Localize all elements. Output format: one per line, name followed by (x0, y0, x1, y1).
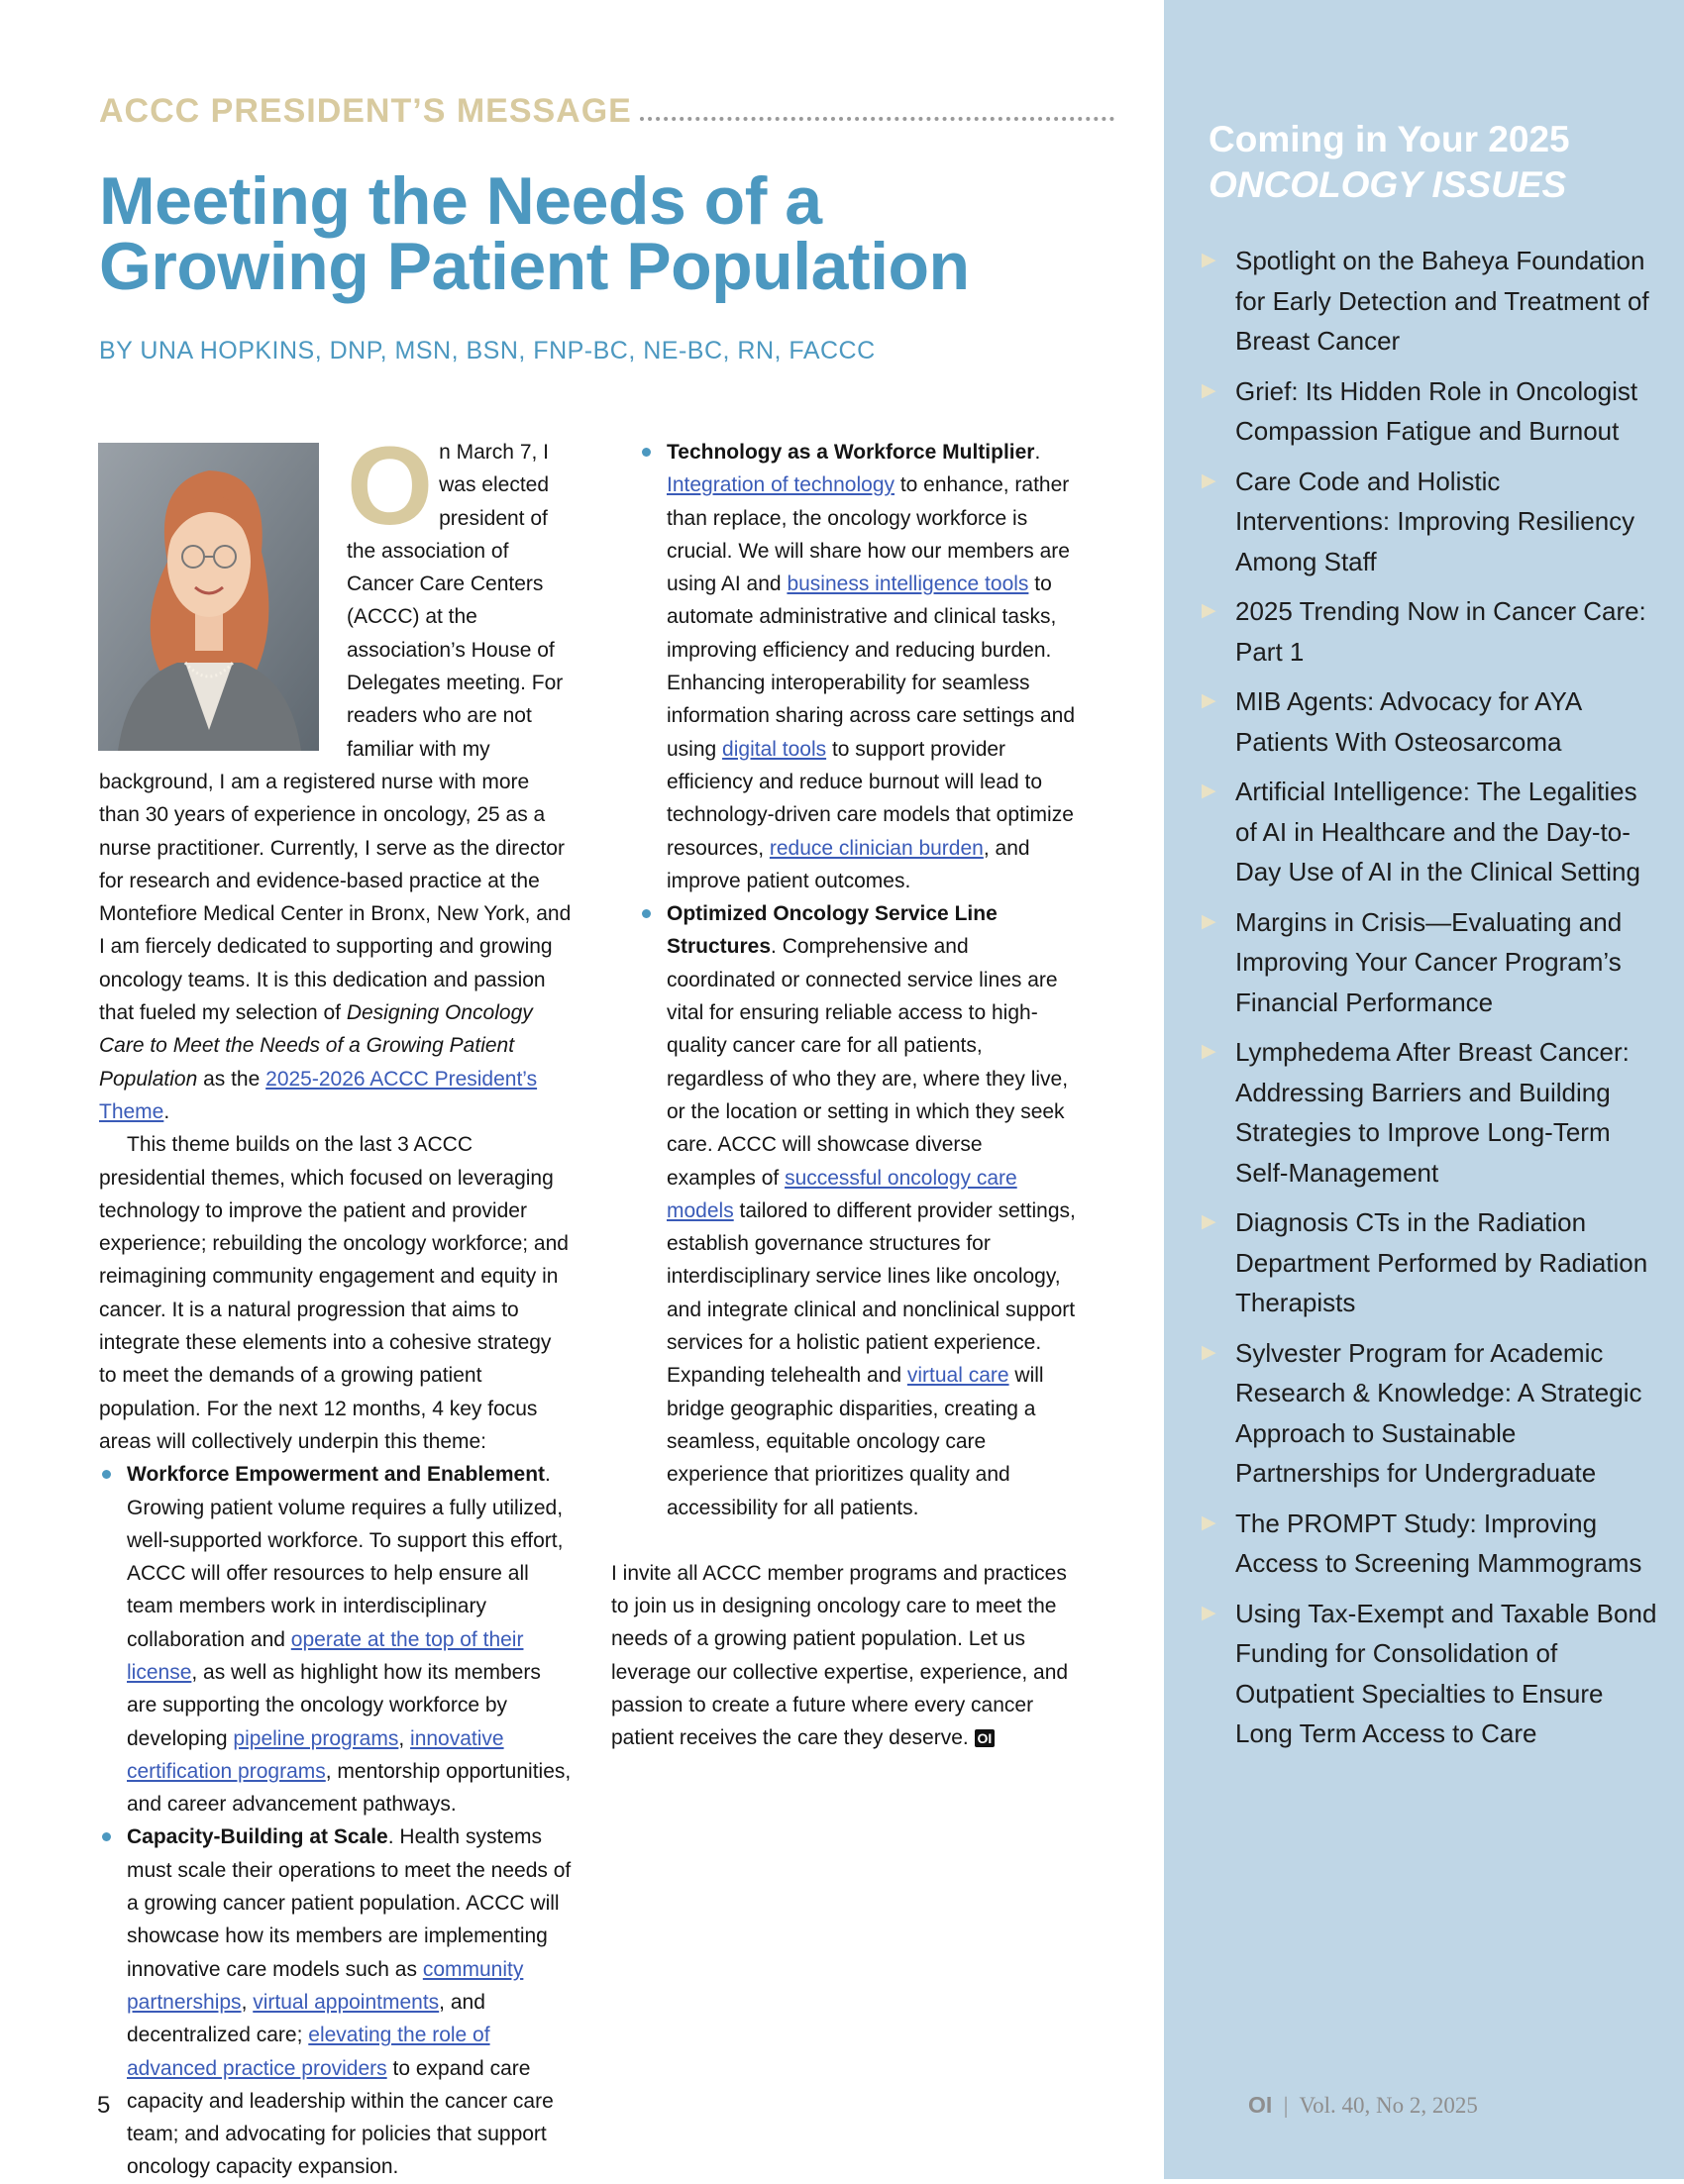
article-column-2 (611, 436, 1077, 1755)
list-text: , (241, 1990, 254, 2014)
list-text: , mentorship opportunities, and career advancement pathways. (127, 1759, 572, 1817)
link-integration-technology[interactable]: Integration of technology (667, 473, 895, 497)
list-text: . Growing patient volume requires a fully utilized, well-supported workforce. To support this effort, ACCC will offer resources to help ensure all team members work in interdisciplinary collaboration and (127, 1463, 564, 1651)
topic-title: Spotlight on the Baheya Foundation for Early Detection and Treatment of Breast Cancer (1235, 246, 1649, 356)
issue-footer (1248, 2092, 1478, 2119)
paragraph-closing (611, 1557, 1077, 1755)
focus-area-heading: Technology as a Workforce Multiplier (667, 441, 1035, 464)
link-community-partnerships[interactable]: community partnerships (127, 1957, 524, 2014)
topic-title: Lymphedema After Breast Cancer: Addressing Barriers and Building Strategies to Improve Long-Term Self-Management (1235, 1037, 1630, 1188)
triangle-bullet-icon: ▶ (1202, 1341, 1216, 1363)
list-item (1202, 1333, 1657, 1494)
topic-title: Artificial Intelligence: The Legalities of AI in Healthcare and the Day-to-Day Use of AI in the Clinical Setting (1235, 777, 1640, 886)
article-title: Meeting the Needs of a Growing Patient Population (99, 163, 970, 304)
triangle-bullet-icon: ▶ (1202, 1041, 1216, 1062)
list-item-service-lines (639, 897, 1077, 1524)
photo-spacer (99, 436, 347, 757)
drop-cap: O (347, 424, 434, 548)
sidebar-upcoming-issues (1164, 0, 1684, 2179)
list-item (1202, 902, 1657, 1023)
section-kicker-row (99, 91, 1114, 131)
section-kicker: ACCC PRESIDENT’S MESSAGE (99, 91, 632, 130)
intro-text-2: as the (197, 1067, 266, 1091)
focus-area-list (99, 1458, 573, 2184)
sidebar-title (1209, 117, 1570, 208)
link-care-models[interactable]: successful oncology care models (667, 1166, 1017, 1222)
topic-title: The PROMPT Study: Improving Access to Screening Mammograms (1235, 1508, 1642, 1578)
list-text: to expand care capacity and leadership within the cancer care team; and advocating for policies that support oncology capacity expansion. (127, 2056, 554, 2179)
triangle-bullet-icon: ▶ (1202, 910, 1216, 932)
list-text: , and improve patient outcomes. (667, 836, 1030, 892)
link-clinician-burden[interactable]: reduce clinician burden (769, 836, 984, 860)
list-item (1202, 371, 1657, 452)
list-text: . (1034, 441, 1041, 464)
triangle-bullet-icon: ▶ (1202, 780, 1216, 801)
triangle-bullet-icon: ▶ (1202, 1602, 1216, 1623)
list-text: , as well as highlight how its members are supporting the oncology workforce by developing (127, 1660, 541, 1750)
theme-name: Designing Oncology Care to Meet the Needs of a Growing Patient Population (99, 1001, 533, 1091)
triangle-bullet-icon: ▶ (1202, 250, 1216, 270)
link-president-theme[interactable]: 2025-2026 ACCC President’s Theme (99, 1067, 538, 1123)
triangle-bullet-icon: ▶ (1202, 469, 1216, 491)
focus-area-list-continued (639, 436, 1077, 1524)
list-item (1202, 1504, 1657, 1584)
list-text: to support provider efficiency and reduce burnout will lead to technology-driven care models that optimize resources, (667, 737, 1074, 860)
list-text: . Comprehensive and coordinated or connected service lines are vital for ensuring reliable access to high-quality cancer care for all patients, regardless of who they are, where they live, or the location or setting in which they seek care. ACCC will showcase diverse examples of (667, 935, 1069, 1190)
intro-text: n March 7, I was elected president of the association of Cancer Care Centers (ACCC) at the association’s House of Delegates meeting. For readers who are not familiar with my background, I am a registered nurse with more than 30 years of experience in oncology, 25 as a nurse practitioner. Currently, I serve as the director for research and evidence-based practice at the Montefiore Medical Center in Bronx, New York, and I am fiercely dedicated to supporting and growing oncology teams. It is this dedication and passion that fueled my selection of (99, 441, 572, 1025)
footer-separator: | (1283, 2093, 1289, 2118)
page-number: 5 (97, 2092, 111, 2119)
link-digital-tools[interactable]: digital tools (722, 737, 827, 761)
list-item (1202, 591, 1657, 672)
link-virtual-appointments[interactable]: virtual appointments (253, 1990, 440, 2014)
list-text: tailored to different provider settings, establish governance structures for interdisciplinary service lines like oncology, and integrate clinical and nonclinical support services for a holistic patient experience. Expanding telehealth and (667, 1198, 1076, 1388)
list-text: to enhance, rather than replace, the oncology workforce is crucial. We will share how our members are using AI and (667, 473, 1070, 596)
triangle-bullet-icon: ▶ (1202, 379, 1216, 401)
link-certification-programs[interactable]: innovative certification programs (127, 1726, 504, 1783)
focus-area-heading: Capacity-Building at Scale (127, 1825, 388, 1849)
upcoming-topics-list (1202, 241, 1657, 1764)
topic-title: Grief: Its Hidden Role in Oncologist Compassion Fatigue and Burnout (1235, 375, 1638, 446)
link-advanced-practice[interactable]: elevating the role of advanced practice providers (127, 2024, 490, 2080)
list-item-capacity (99, 1820, 573, 2183)
list-text: will bridge geographic disparities, creating a seamless, equitable oncology care experience that prioritizes quality and accessibility for all patients. (667, 1364, 1044, 1519)
focus-area-heading: Optimized Oncology Service Line Structures (667, 902, 998, 959)
list-text: , and decentralized care; (127, 1990, 485, 2047)
list-text: , (398, 1726, 411, 1750)
list-item-workforce (99, 1458, 573, 1820)
triangle-bullet-icon: ▶ (1202, 1511, 1216, 1533)
topic-title: 2025 Trending Now in Cancer Care: Part 1 (1235, 596, 1646, 667)
list-item-technology (639, 436, 1077, 897)
list-item (1202, 681, 1657, 762)
link-top-of-license[interactable]: operate at the top of their license (127, 1627, 524, 1684)
focus-area-heading: Workforce Empowerment and Enablement (127, 1463, 546, 1487)
paragraph-theme: This theme builds on the last 3 ACCC presidential themes, which focused on leveraging technology to improve the patient and provider experience; rebuilding the oncology workforce; and reimagining community engagement and equity in cancer. It is a natural progression that aims to integrate these elements into a cohesive strategy to meet the demands of a growing patient population. For the next 12 months, 4 key focus areas will collectively underpin this theme: (99, 1133, 569, 1453)
sidebar-title-line-2: ONCOLOGY ISSUES (1209, 164, 1567, 205)
topic-title: Care Code and Holistic Interventions: Improving Resiliency Among Staff (1235, 466, 1635, 576)
triangle-bullet-icon: ▶ (1202, 1211, 1216, 1232)
list-item (1202, 1202, 1657, 1323)
topic-title: Diagnosis CTs in the Radiation Department Performed by Radiation Therapists (1235, 1207, 1648, 1317)
link-virtual-care[interactable]: virtual care (906, 1364, 1009, 1388)
list-item (1202, 241, 1657, 362)
journal-logo: OI (1248, 2092, 1273, 2118)
topic-title: Margins in Crisis—Evaluating and Improving Your Cancer Program’s Financial Performance (1235, 906, 1623, 1017)
dotted-rule (640, 113, 1114, 121)
triangle-bullet-icon: ▶ (1202, 690, 1216, 711)
list-text: to automate administrative and clinical tasks, improving efficiency and reducing burden. Enhancing interoperability for seamless information sharing across care settings and using (667, 572, 1076, 761)
intro-text-3: . (163, 1099, 170, 1123)
closing-text: I invite all ACCC member programs and practices to join us in designing oncology care to meet the needs of a growing patient population. Let us leverage our collective expertise, experience, and passion to create a future where every cancer patient receives the care they deserve. (611, 1561, 1069, 1750)
topic-title: Sylvester Program for Academic Research & Knowledge: A Strategic Approach to Sustainable Partnerships for Undergraduate (1235, 1337, 1642, 1488)
article-column-1 (99, 424, 573, 2184)
topic-title: MIB Agents: Advocacy for AYA Patients With Osteosarcoma (1235, 686, 1581, 757)
triangle-bullet-icon: ▶ (1202, 600, 1216, 621)
list-item (1202, 462, 1657, 582)
sidebar-title-line-1: Coming in Your 2025 (1209, 119, 1570, 159)
list-text: . Health systems must scale their operations to meet the needs of a growing cancer patient population. ACCC will showcase how its members are implementing innovative care models such as (127, 1825, 572, 1981)
link-pipeline-programs[interactable]: pipeline programs (233, 1726, 399, 1750)
end-mark-icon: OI (975, 1729, 996, 1747)
byline: BY UNA HOPKINS, DNP, MSN, BSN, FNP-BC, NE-BC, RN, FACCC (99, 337, 876, 364)
volume-info: Vol. 40, No 2, 2025 (1299, 2093, 1478, 2118)
list-item (1202, 1594, 1657, 1754)
topic-title: Using Tax-Exempt and Taxable Bond Funding for Consolidation of Outpatient Specialties to Ensure Long Term Access to Care (1235, 1598, 1657, 1748)
link-business-intelligence[interactable]: business intelligence tools (787, 572, 1029, 596)
list-item (1202, 772, 1657, 892)
paragraph-gap (611, 1524, 1077, 1557)
list-item (1202, 1032, 1657, 1193)
